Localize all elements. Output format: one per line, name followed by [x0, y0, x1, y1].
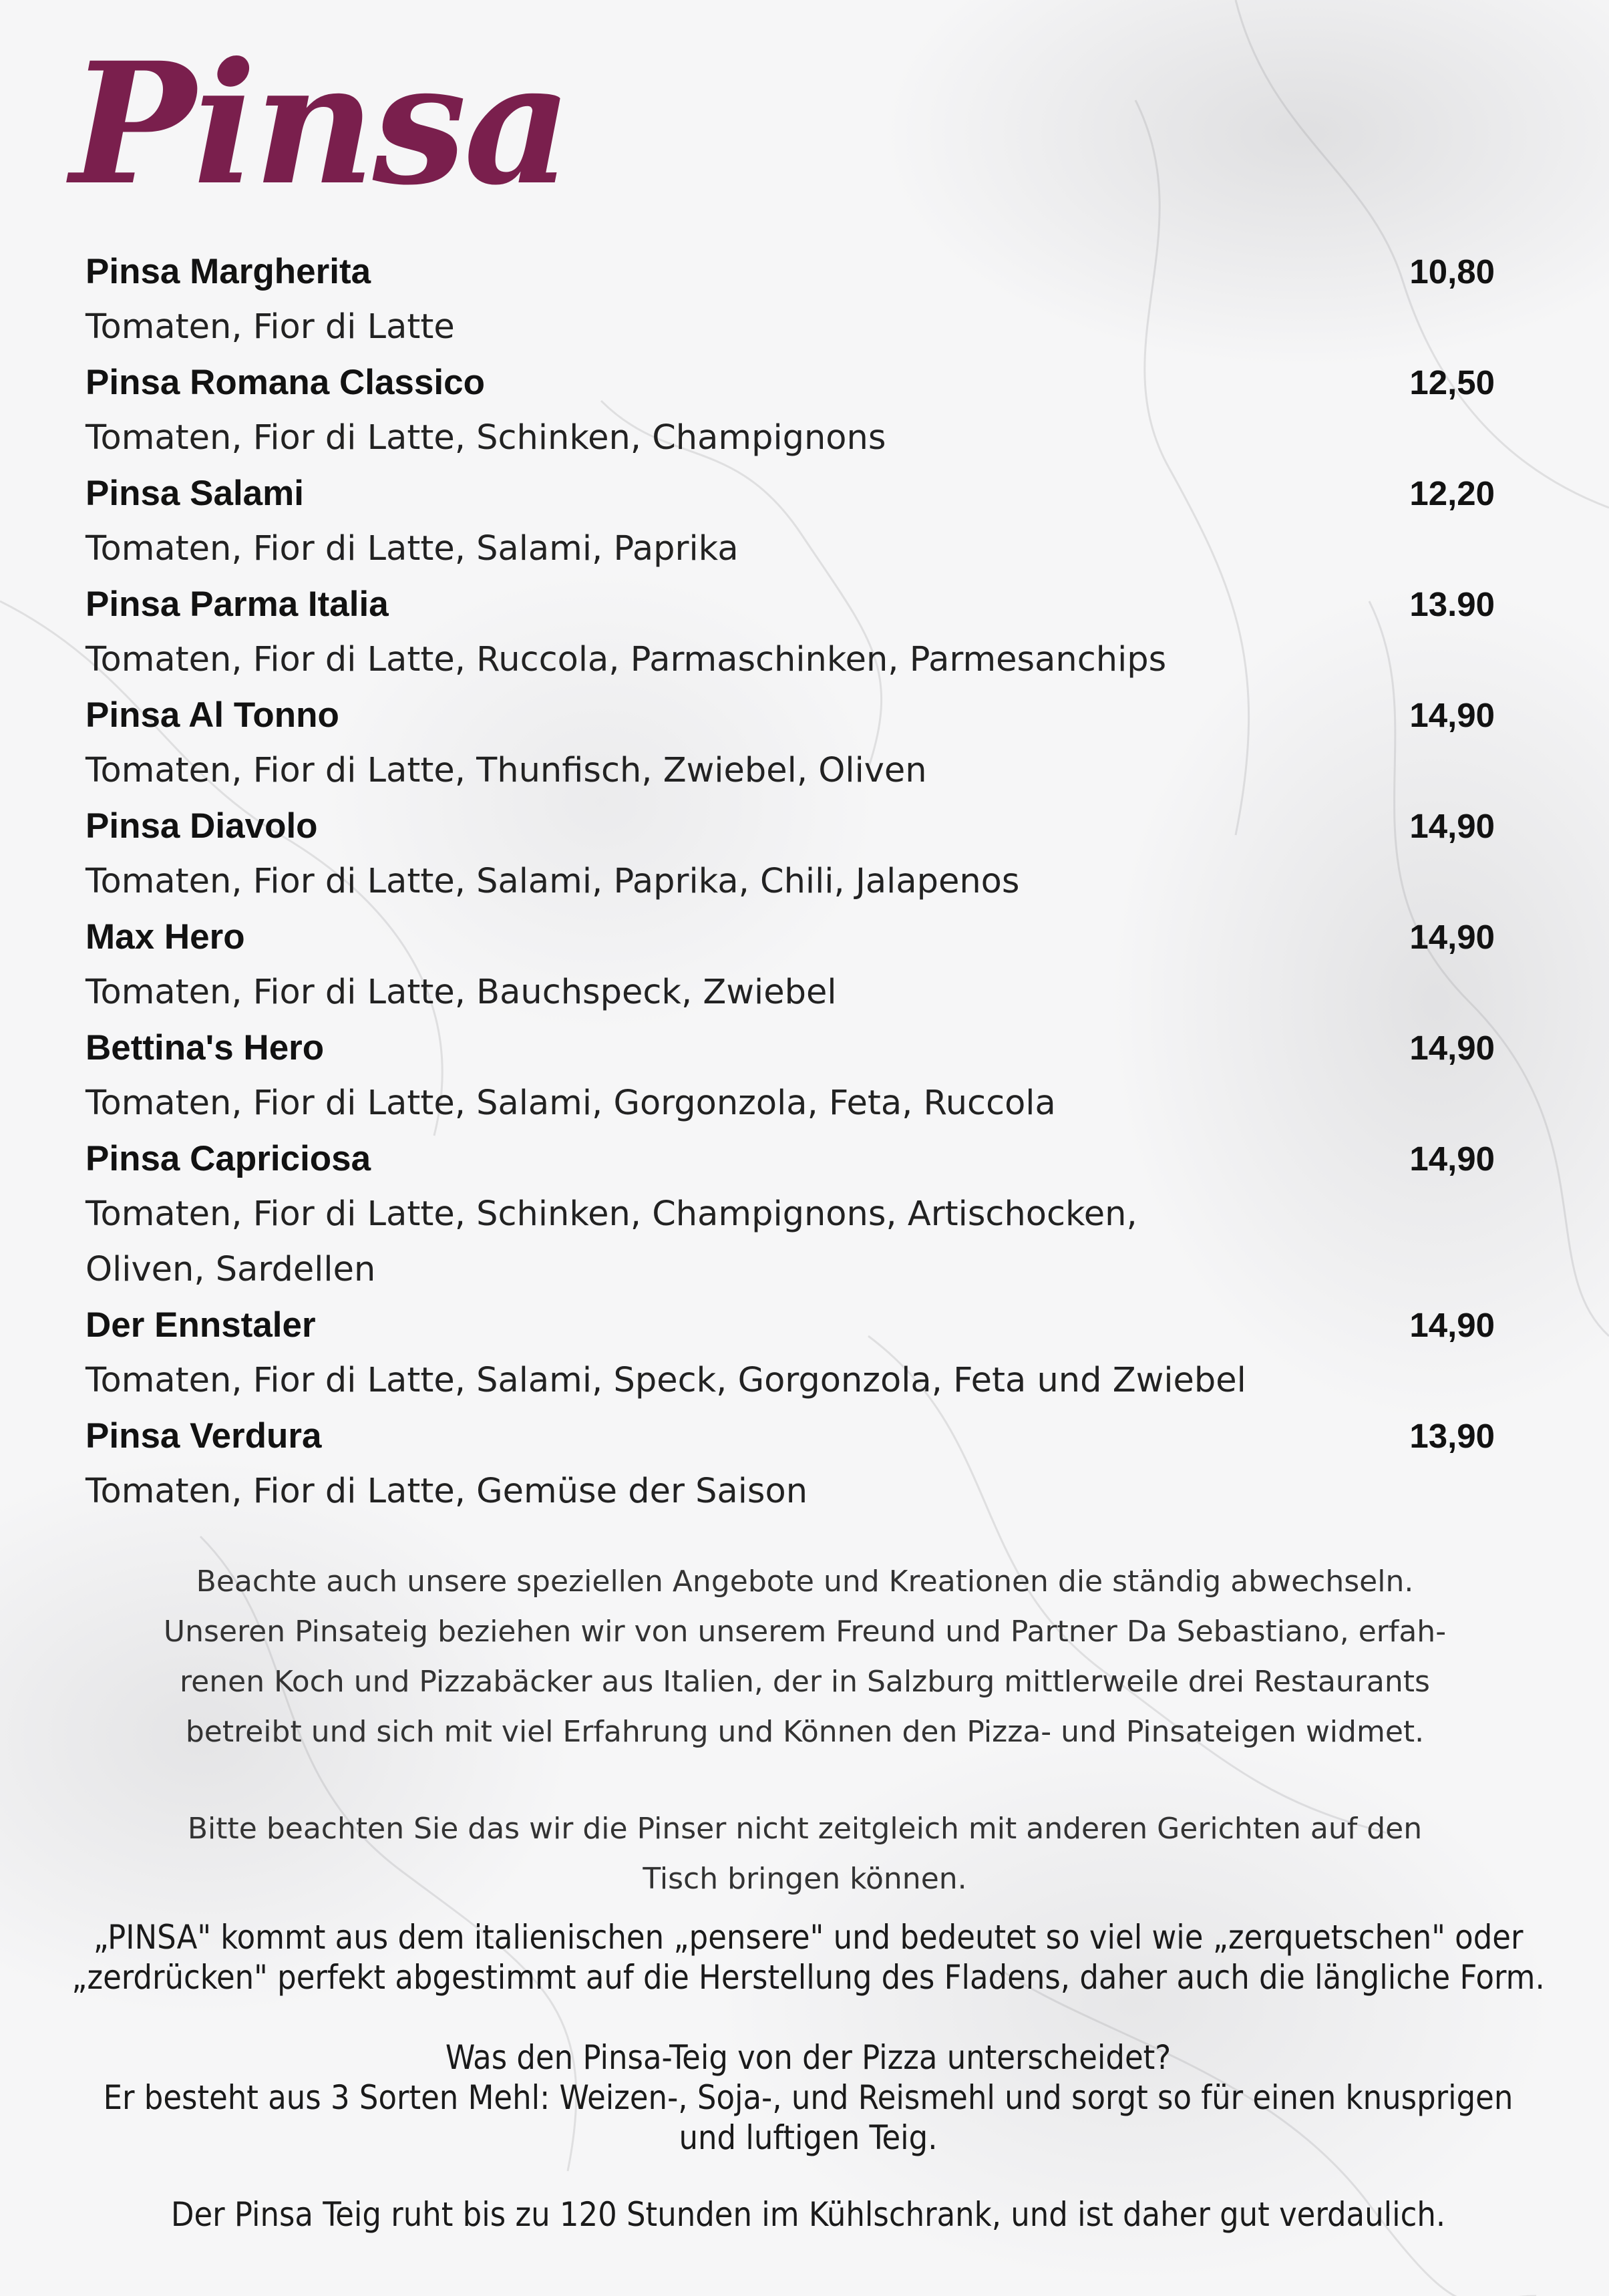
- menu-item: [85, 1020, 1495, 1131]
- item-name: Pinsa Salami: [85, 474, 305, 513]
- menu-item: [85, 1131, 1495, 1297]
- item-price: 13,90: [1409, 1417, 1495, 1455]
- item-name: Pinsa Diavolo: [85, 806, 318, 846]
- note-line: Tisch bringen können.: [643, 1862, 967, 1896]
- item-description: Tomaten, Fior di Latte, Gemüse der Saison: [85, 1472, 808, 1511]
- item-description: Tomaten, Fior di Latte, Schinken, Champignons: [85, 418, 886, 458]
- item-name: Max Hero: [85, 917, 245, 957]
- item-price: 12,50: [1409, 363, 1495, 401]
- item-price: 14,90: [1409, 918, 1495, 956]
- explanation-line: und luftigen Teig.: [679, 2118, 938, 2157]
- menu-item: [85, 577, 1495, 687]
- item-name: Pinsa Al Tonno: [85, 695, 339, 735]
- pinsa-explanation: [53, 1917, 1563, 2235]
- menu-item: [85, 466, 1495, 577]
- explanation-line: Was den Pinsa-Teig von der Pizza unterscheidet?: [445, 2038, 1172, 2077]
- item-price: 13.90: [1409, 585, 1495, 623]
- item-description: Tomaten, Fior di Latte: [85, 307, 455, 347]
- note-line: Bitte beachten Sie das wir die Pinser nicht zeitgleich mit anderen Gerichten auf den: [187, 1812, 1423, 1846]
- menu-item: [85, 1297, 1495, 1408]
- item-description: Tomaten, Fior di Latte, Salami, Paprika, Chili, Jalapenos: [85, 862, 1020, 901]
- menu-item: [85, 909, 1495, 1020]
- item-description: Tomaten, Fior di Latte, Thunfisch, Zwiebel, Oliven: [85, 751, 927, 790]
- item-description: Tomaten, Fior di Latte, Schinken, Champignons, Artischocken, Oliven, Sardellen: [85, 1194, 1137, 1289]
- item-name: Pinsa Margherita: [85, 252, 371, 291]
- explanation-line: Er besteht aus 3 Sorten Mehl: Weizen-, Soja-, und Reismehl und sorgt so für einen knusprigen: [103, 2078, 1513, 2117]
- item-price: 14,90: [1409, 807, 1495, 845]
- item-name: Pinsa Romana Classico: [85, 363, 485, 402]
- menu-item: [85, 798, 1495, 909]
- item-name: Pinsa Capriciosa: [85, 1139, 371, 1178]
- item-description: Tomaten, Fior di Latte, Ruccola, Parmaschinken, Parmesanchips: [85, 640, 1167, 679]
- item-description: Tomaten, Fior di Latte, Salami, Gorgonzola, Feta, Ruccola: [85, 1084, 1056, 1123]
- explanation-line: „PINSA" kommt aus dem italienischen „pensere" und bedeutet so viel wie „zerquetschen" oder: [93, 1918, 1524, 1957]
- menu-item: [85, 1408, 1495, 1519]
- item-name: Der Ennstaler: [85, 1305, 316, 1345]
- item-description: Tomaten, Fior di Latte, Salami, Speck, Gorgonzola, Feta und Zwiebel: [85, 1361, 1246, 1400]
- explanation-line: Der Pinsa Teig ruht bis zu 120 Stunden im Kühlschrank, und ist daher gut verdaulich.: [170, 2195, 1446, 2234]
- item-price: 12,20: [1409, 474, 1495, 512]
- item-price: 14,90: [1409, 1140, 1495, 1178]
- item-description: Tomaten, Fior di Latte, Bauchspeck, Zwiebel: [85, 973, 837, 1012]
- item-price: 10,80: [1409, 253, 1495, 291]
- item-price: 14,90: [1409, 1306, 1495, 1344]
- explanation-line: „zerdrücken" perfekt abgestimmt auf die Herstellung des Fladens, daher auch die längliche Form.: [71, 1958, 1545, 1997]
- note-line: Unseren Pinsateig beziehen wir von unserem Freund und Partner Da Sebastiano, erfah-: [163, 1615, 1447, 1649]
- info-notes: [63, 1556, 1546, 1904]
- item-name: Pinsa Parma Italia: [85, 585, 389, 624]
- item-name: Pinsa Verdura: [85, 1416, 322, 1456]
- page-title: Pinsa: [70, 25, 570, 222]
- item-description: Tomaten, Fior di Latte, Salami, Paprika: [85, 529, 739, 568]
- note-line: betreibt und sich mit viel Erfahrung und Können den Pizza- und Pinsateigen widmet.: [185, 1715, 1425, 1749]
- item-price: 14,90: [1409, 1029, 1495, 1067]
- item-name: Bettina's Hero: [85, 1028, 325, 1068]
- note-line: Beachte auch unsere speziellen Angebote und Kreationen die ständig abwechseln.: [196, 1565, 1414, 1599]
- menu-item: [85, 244, 1495, 355]
- note-line: renen Koch und Pizzabäcker aus Italien, der in Salzburg mittlerweile drei Restaurants: [180, 1665, 1430, 1699]
- menu-item: [85, 687, 1495, 798]
- pinsa-menu-list: [85, 244, 1495, 1519]
- item-price: 14,90: [1409, 696, 1495, 734]
- menu-item: [85, 355, 1495, 466]
